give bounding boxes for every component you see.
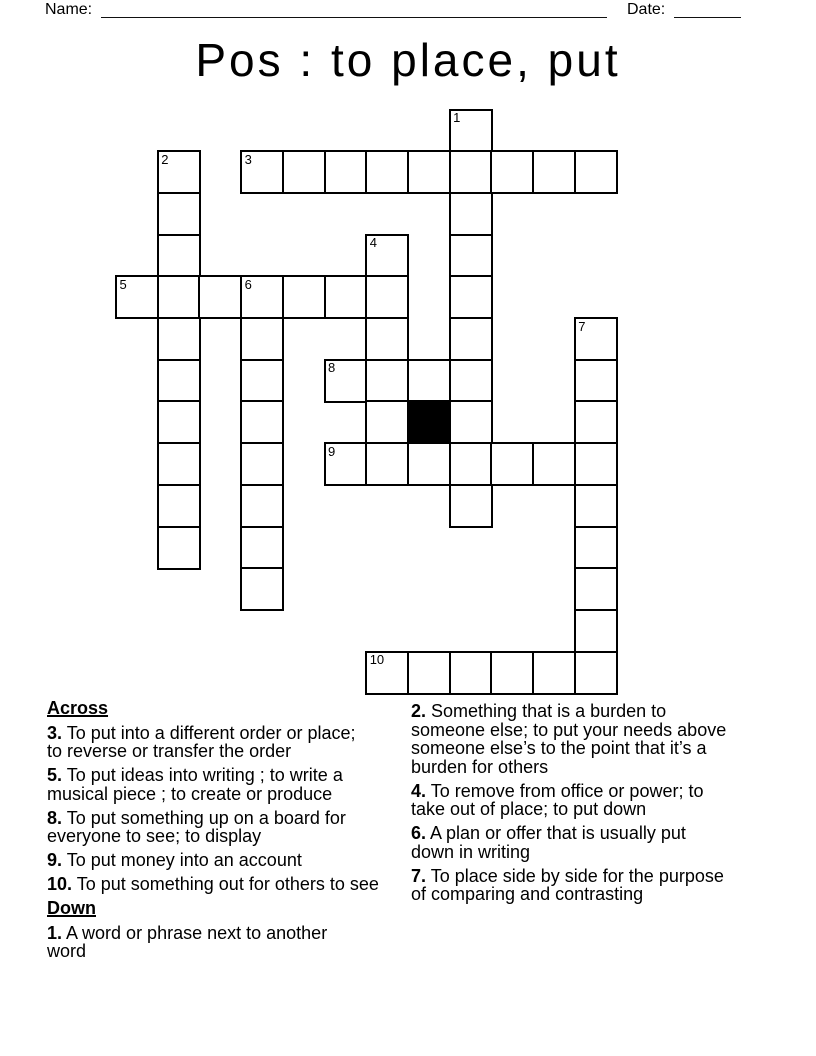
cell-number: 3: [244, 151, 252, 167]
grid-cell[interactable]: [449, 150, 493, 194]
grid-cell[interactable]: [157, 400, 201, 444]
grid-cell[interactable]: [574, 651, 618, 695]
grid-cell[interactable]: [157, 192, 201, 236]
grid-cell[interactable]: [157, 150, 201, 194]
grid-cell[interactable]: [324, 150, 368, 194]
grid-cell[interactable]: [532, 150, 576, 194]
grid-cell[interactable]: [240, 275, 284, 319]
clue-5: 5. To put ideas into writing ; to write a musical piece ; to create or produce: [47, 765, 343, 804]
grid-cell-black: [407, 400, 451, 444]
cell-number: 5: [119, 276, 127, 292]
clue-number: 10.: [47, 874, 73, 894]
puzzle-title: Pos : to place, put: [195, 34, 621, 86]
cell-number: 1: [453, 110, 461, 125]
grid-cell[interactable]: [574, 526, 618, 570]
grid-cell[interactable]: [532, 442, 576, 486]
clue-number: 4.: [411, 780, 427, 801]
grid-cell[interactable]: [449, 275, 493, 319]
clue-number: 7.: [411, 865, 427, 886]
grid-cell[interactable]: [198, 275, 242, 319]
grid-cell[interactable]: [574, 609, 618, 653]
grid-cell[interactable]: [532, 651, 576, 695]
grid-cell[interactable]: [157, 275, 201, 319]
grid-cell[interactable]: [574, 567, 618, 611]
grid-cell[interactable]: [574, 317, 618, 361]
grid-cell[interactable]: [574, 150, 618, 194]
clue-number: 3.: [47, 722, 63, 743]
grid-cell[interactable]: [365, 150, 409, 194]
clues-heading-across: Across: [47, 698, 109, 718]
grid-cell[interactable]: [490, 651, 534, 695]
clue-number: 5.: [47, 765, 63, 785]
grid-cell[interactable]: [157, 317, 201, 361]
grid-cell[interactable]: [449, 400, 493, 444]
clue-4: 4. To remove from office or power; to take out of place; to put down: [411, 780, 704, 819]
grid-cell[interactable]: [282, 150, 326, 194]
grid-cell[interactable]: [157, 484, 201, 528]
date-label: Date:: [627, 1, 666, 18]
grid-cell[interactable]: [449, 109, 493, 153]
grid-cell[interactable]: [157, 526, 201, 570]
grid-cell[interactable]: [240, 484, 284, 528]
clues-heading-down: Down: [47, 898, 96, 918]
grid-cell[interactable]: [449, 442, 493, 486]
clue-number: 8.: [47, 807, 63, 828]
name-label: Name:: [45, 1, 93, 18]
cell-number: 8: [328, 360, 336, 376]
grid-cell[interactable]: [365, 400, 409, 444]
grid-cell[interactable]: [157, 234, 201, 278]
grid-cell[interactable]: [407, 442, 451, 486]
grid-cell[interactable]: [240, 400, 284, 444]
grid-cell[interactable]: [407, 359, 451, 403]
grid-cell[interactable]: [365, 651, 409, 695]
grid-cell[interactable]: [157, 442, 201, 486]
cell-number: 9: [328, 443, 336, 459]
date-fill-line[interactable]: [674, 17, 741, 18]
grid-cell[interactable]: [365, 275, 409, 319]
clue-number: 6.: [411, 823, 427, 843]
grid-cell[interactable]: [365, 234, 409, 278]
cell-number: 6: [244, 276, 252, 292]
grid-cell[interactable]: [574, 359, 618, 403]
grid-cell[interactable]: [240, 526, 284, 570]
clue-9: 9. To put money into an account: [47, 850, 302, 870]
clue-number: 2.: [411, 701, 427, 721]
grid-cell[interactable]: [240, 317, 284, 361]
cell-number: 7: [578, 318, 586, 334]
clue-10: 10. To put something out for others to see: [47, 874, 379, 894]
grid-cell[interactable]: [240, 567, 284, 611]
grid-cell[interactable]: [407, 651, 451, 695]
grid-cell[interactable]: [365, 442, 409, 486]
clue-number: 9.: [47, 850, 63, 870]
grid-cell[interactable]: [449, 651, 493, 695]
clue-7: 7. To place side by side for the purpose of comparing and contrasting: [411, 865, 724, 904]
clue-6: 6. A plan or offer that is usually put down in writing: [411, 823, 686, 862]
grid-cell[interactable]: [407, 150, 451, 194]
clue-1: 1. A word or phrase next to another word: [47, 922, 328, 961]
clue-3: 3. To put into a different order or place; to reverse or transfer the order: [47, 722, 356, 761]
cell-number: 4: [369, 235, 377, 251]
clues-column-right: [411, 702, 771, 909]
grid-cell[interactable]: [574, 484, 618, 528]
clue-number: 1.: [47, 922, 63, 943]
grid-cell[interactable]: [449, 192, 493, 236]
grid-cell[interactable]: [574, 400, 618, 444]
clues-column-left: [47, 699, 417, 966]
grid-cell[interactable]: [157, 359, 201, 403]
cell-number: 2: [161, 151, 169, 167]
name-fill-line[interactable]: [101, 17, 607, 18]
grid-cell[interactable]: [240, 442, 284, 486]
grid-cell[interactable]: [324, 442, 368, 486]
grid-cell[interactable]: [490, 150, 534, 194]
clue-2: 2. Something that is a burden to someone else; to put your needs above someone else’s to the point that it’s a burden for others: [411, 701, 727, 777]
grid-cell[interactable]: [490, 442, 534, 486]
grid-cell[interactable]: [449, 484, 493, 528]
grid-cell[interactable]: [449, 359, 493, 403]
grid-cell[interactable]: [449, 234, 493, 278]
grid-cell[interactable]: [240, 150, 284, 194]
grid-cell[interactable]: [240, 359, 284, 403]
grid-cell[interactable]: [574, 442, 618, 486]
grid-cell[interactable]: [365, 359, 409, 403]
grid-cell[interactable]: [324, 275, 368, 319]
grid-cell[interactable]: [365, 317, 409, 361]
grid-cell[interactable]: [324, 359, 368, 403]
cell-number: 10: [369, 652, 385, 668]
clue-8: 8. To put something up on a board for everyone to see; to display: [47, 807, 346, 846]
grid-cell[interactable]: [282, 275, 326, 319]
grid-cell[interactable]: [115, 275, 159, 319]
grid-cell[interactable]: [449, 317, 493, 361]
